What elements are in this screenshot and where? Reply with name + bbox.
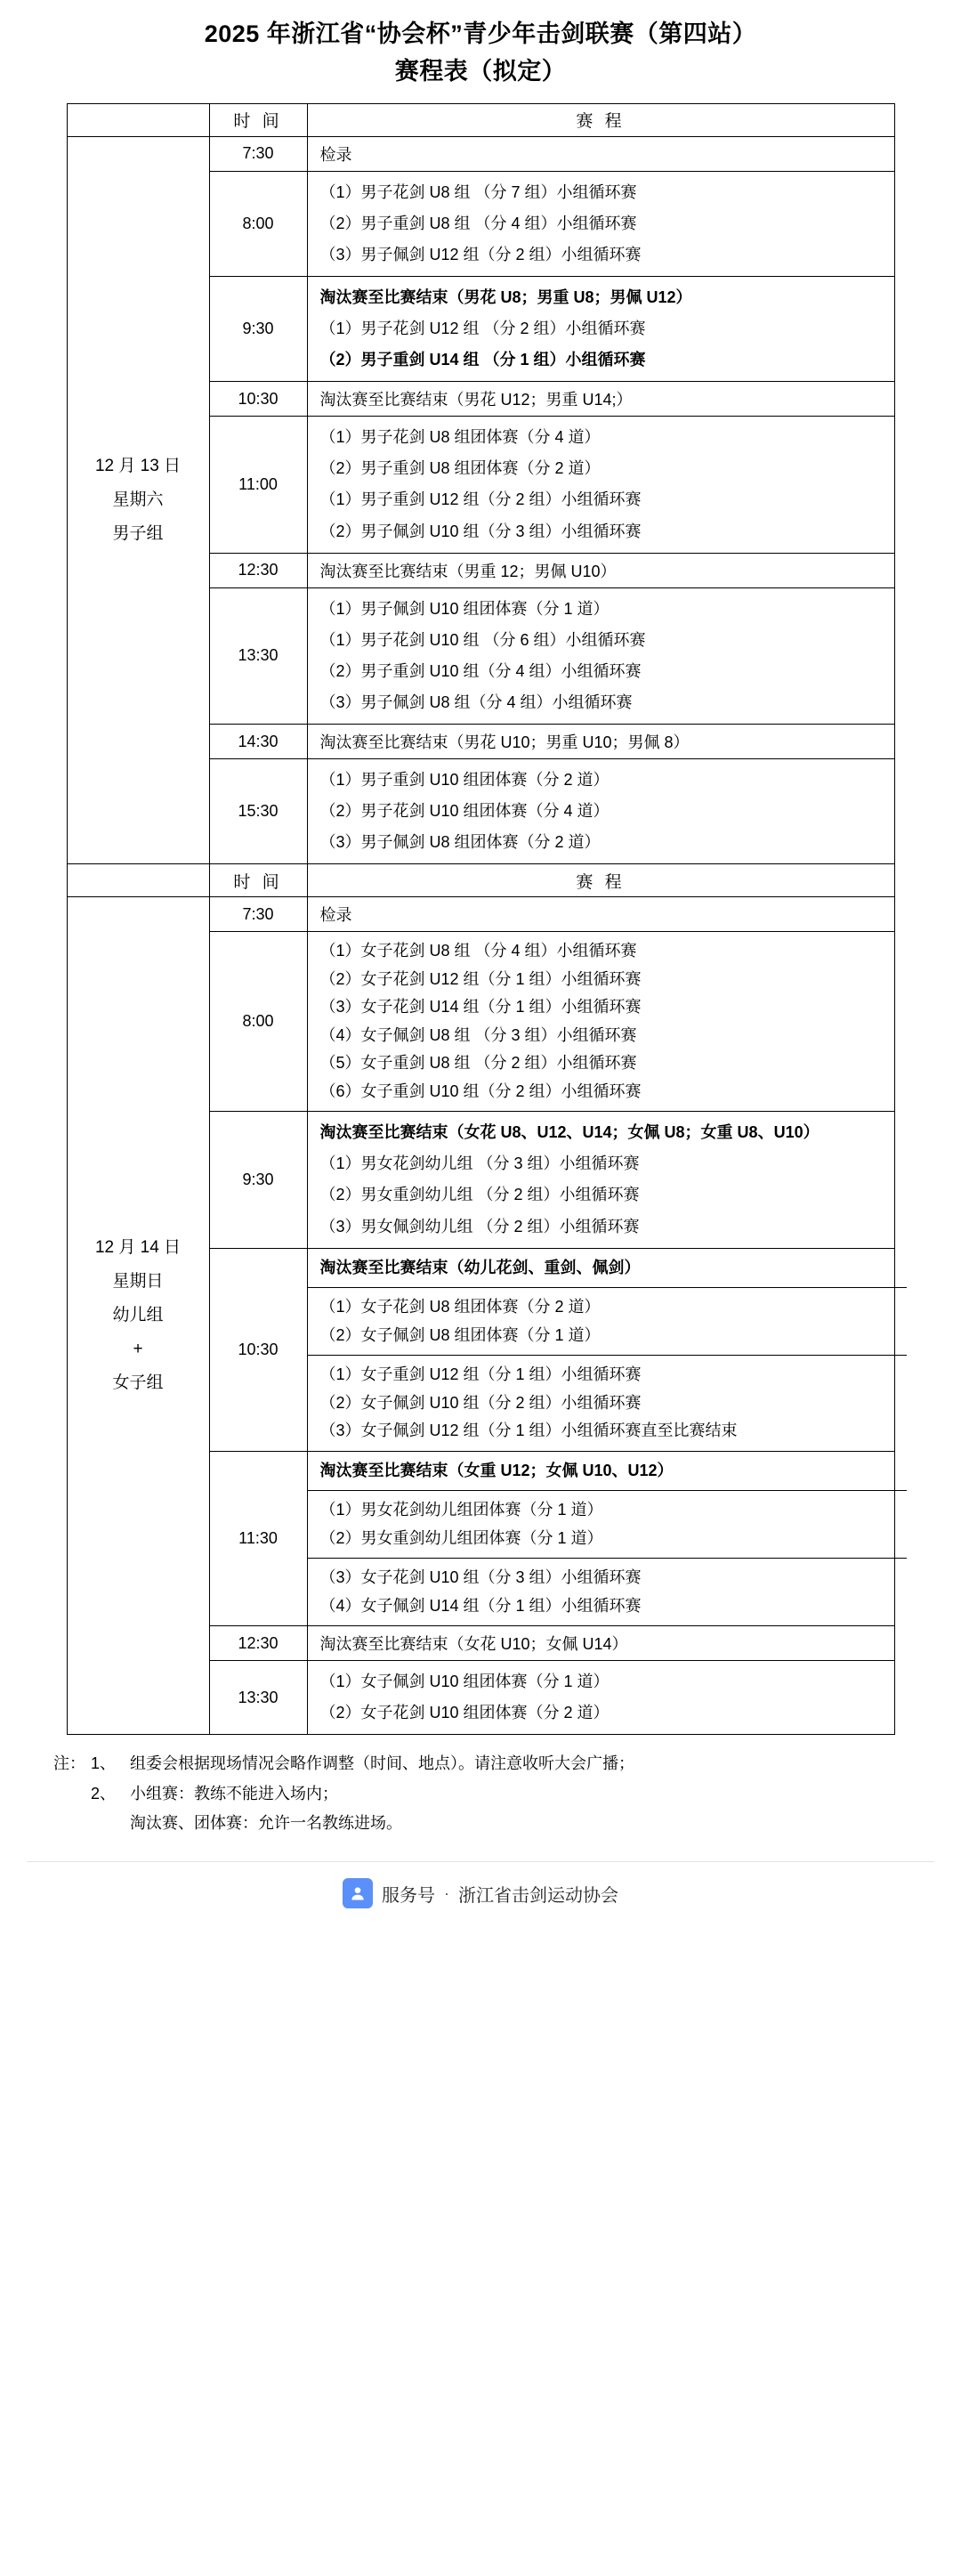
- day-label-cell: [67, 136, 209, 864]
- program-item: （1）男子花剑 U12 组 （分 2 组）小组循环赛: [319, 320, 646, 338]
- title-line-1: 2025 年浙江省“协会杯”青少年击剑联赛（第四站）: [204, 20, 757, 47]
- program-item: （3）男子佩剑 U8 组（分 4 组）小组循环赛: [319, 693, 633, 711]
- program-item: （1）女子花剑 U8 组团体赛（分 2 道）: [319, 1298, 601, 1316]
- time-cell: 10:30: [209, 1248, 307, 1451]
- time-cell: 11:00: [209, 417, 307, 553]
- footer-org-name[interactable]: 浙江省击剑运动协会: [458, 1885, 618, 1906]
- notes-label: 注：: [53, 1754, 85, 1773]
- account-avatar-icon: [343, 1878, 373, 1908]
- program-item: （1）男子佩剑 U10 组团体赛（分 1 道）: [319, 599, 610, 618]
- note-number: 2、: [91, 1784, 117, 1802]
- header-time-cell: 时 间: [209, 103, 307, 136]
- program-item: （4）女子佩剑 U8 组 （分 3 组）小组循环赛: [319, 1025, 637, 1044]
- program-item: （4）女子佩剑 U14 组（分 1 组）小组循环赛: [319, 1596, 642, 1615]
- schedule-table: [67, 103, 895, 1736]
- program-cell: 淘汰赛至比赛结束（男重 12；男佩 U10）: [307, 553, 894, 587]
- program-cell: [307, 417, 894, 553]
- day-label-line: 男子组: [112, 523, 164, 543]
- header-day-cell: [67, 864, 209, 897]
- program-cell: [307, 587, 894, 724]
- time-cell: 14:30: [209, 725, 307, 759]
- time-cell: 9:30: [209, 1112, 307, 1248]
- program-cell: [307, 171, 894, 276]
- program-cell: [307, 1451, 894, 1626]
- time-cell: 13:30: [209, 587, 307, 724]
- program-item: （3）男子佩剑 U8 组团体赛（分 2 道）: [319, 833, 601, 852]
- program-item: （3）男女佩剑幼儿组 （分 2 组）小组循环赛: [319, 1217, 640, 1235]
- program-item: （2）男子佩剑 U10 组（分 3 组）小组循环赛: [319, 522, 642, 540]
- program-item: （2）男女重剑幼儿组团体赛（分 1 道）: [319, 1528, 603, 1547]
- time-cell: 7:30: [209, 136, 307, 171]
- notes-label-spacer: [53, 1779, 91, 1809]
- time-cell: 7:30: [209, 897, 307, 932]
- program-item: （1）男子花剑 U8 组团体赛（分 4 道）: [319, 428, 601, 447]
- footer-separator: ·: [444, 1883, 449, 1902]
- program-divider: [308, 1490, 907, 1491]
- program-item: （2）女子花剑 U12 组（分 1 组）小组循环赛: [319, 969, 642, 988]
- program-cell: [307, 932, 894, 1112]
- program-cell: 检录: [307, 897, 894, 932]
- time-cell: 9:30: [209, 276, 307, 381]
- program-item: （2）男女重剑幼儿组 （分 2 组）小组循环赛: [319, 1186, 640, 1204]
- time-cell: 8:00: [209, 932, 307, 1112]
- time-cell: 8:00: [209, 171, 307, 276]
- program-item: （1）女子佩剑 U10 组团体赛（分 1 道）: [319, 1673, 610, 1691]
- program-item: （3）女子花剑 U14 组（分 1 组）小组循环赛: [319, 998, 642, 1017]
- time-cell: 12:30: [209, 553, 307, 587]
- program-item: 淘汰赛至比赛结束（女重 U12；女佩 U10、U12）: [319, 1461, 674, 1479]
- footer-service-label: 服务号: [382, 1885, 435, 1906]
- program-cell: 淘汰赛至比赛结束（男花 U12；男重 U14;）: [307, 382, 894, 417]
- footer-bar: [27, 1861, 934, 1917]
- day-label-line: 12 月 14 日: [94, 1238, 182, 1258]
- program-cell: [307, 1661, 894, 1735]
- program-item: （2）男子重剑 U10 组（分 4 组）小组循环赛: [319, 661, 642, 680]
- program-item: （1）男女花剑幼儿组 （分 3 组）小组循环赛: [319, 1154, 640, 1173]
- program-item: （3）男子佩剑 U12 组（分 2 组）小组循环赛: [319, 245, 642, 263]
- program-item: （6）女子重剑 U10 组（分 2 组）小组循环赛: [319, 1081, 642, 1100]
- program-cell: [307, 1248, 894, 1451]
- note-row: [53, 1779, 908, 1809]
- program-cell: [307, 759, 894, 864]
- time-cell: 10:30: [209, 382, 307, 417]
- program-item: （1）男子花剑 U10 组 （分 6 组）小组循环赛: [319, 630, 646, 649]
- program-item: （2）男子重剑 U8 组 （分 4 组）小组循环赛: [319, 214, 637, 232]
- header-program-cell: 赛 程: [307, 103, 894, 136]
- note-text: 组委会根据现场情况会略作调整（时间、地点）。请注意收听大会广播；: [130, 1754, 634, 1773]
- program-cell: 检录: [307, 136, 894, 171]
- day-label-line: 星期日: [112, 1272, 164, 1292]
- program-item: （1）女子重剑 U12 组（分 1 组）小组循环赛: [319, 1365, 642, 1384]
- note-number: 1、: [91, 1754, 117, 1773]
- program-cell: [307, 1112, 894, 1248]
- note-text: 小组赛：教练不能进入场内；: [130, 1784, 338, 1802]
- title-line-2: 赛程表（拟定）: [394, 57, 567, 85]
- program-item: （3）女子佩剑 U12 组（分 1 组）小组循环赛直至比赛结束: [319, 1422, 738, 1440]
- header-day-cell: [67, 103, 209, 136]
- time-cell: 13:30: [209, 1661, 307, 1735]
- program-item: （5）女子重剑 U8 组 （分 2 组）小组循环赛: [319, 1054, 637, 1073]
- program-item: （1）男女花剑幼儿组团体赛（分 1 道）: [319, 1501, 603, 1519]
- program-cell: 淘汰赛至比赛结束（男花 U10；男重 U10；男佩 8）: [307, 725, 894, 759]
- notes-section: [53, 1749, 908, 1838]
- table-header-row: [67, 864, 894, 897]
- program-divider: [308, 1355, 907, 1356]
- table-row: [67, 897, 894, 932]
- day-label-line: 幼儿组: [112, 1306, 164, 1325]
- program-item: （2）女子佩剑 U10 组（分 2 组）小组循环赛: [319, 1393, 642, 1412]
- program-item: 淘汰赛至比赛结束（幼儿花剑、重剑、佩剑）: [319, 1258, 641, 1276]
- table-row: [67, 136, 894, 171]
- program-item: （2）男子重剑 U8 组团体赛（分 2 道）: [319, 459, 601, 478]
- header-program-cell: 赛 程: [307, 864, 894, 897]
- program-divider: [308, 1287, 907, 1288]
- time-cell: 15:30: [209, 759, 307, 864]
- note-extra-line: 淘汰赛、团体赛：允许一名教练进场。: [130, 1813, 402, 1832]
- program-cell: [307, 276, 894, 381]
- day-label-line: 女子组: [112, 1373, 164, 1393]
- header-time-cell: 时 间: [209, 864, 307, 897]
- program-item: 淘汰赛至比赛结束（男花 U8；男重 U8；男佩 U12）: [319, 288, 692, 306]
- day-label-line: +: [133, 1340, 143, 1359]
- program-item: 淘汰赛至比赛结束（女花 U8、U12、U14；女佩 U8；女重 U8、U10）: [319, 1123, 820, 1142]
- note-row: [53, 1749, 908, 1778]
- program-item: （2）男子花剑 U10 组团体赛（分 4 道）: [319, 802, 610, 821]
- program-item: （1）男子花剑 U8 组 （分 7 组）小组循环赛: [319, 182, 637, 201]
- table-header-row: [67, 103, 894, 136]
- time-cell: 11:30: [209, 1451, 307, 1626]
- program-item: （1）男子重剑 U12 组（分 2 组）小组循环赛: [319, 490, 642, 509]
- day-label-cell: [67, 897, 209, 1735]
- day-label-line: 12 月 13 日: [94, 456, 182, 475]
- time-cell: 12:30: [209, 1626, 307, 1661]
- program-item: （2）女子佩剑 U8 组团体赛（分 1 道）: [319, 1325, 601, 1344]
- program-item: （2）女子花剑 U10 组团体赛（分 2 道）: [319, 1704, 610, 1722]
- program-item: （3）女子花剑 U10 组（分 3 组）小组循环赛: [319, 1568, 642, 1587]
- day-label-line: 星期六: [112, 490, 164, 509]
- page-title: [27, 16, 934, 91]
- program-item: （1）女子花剑 U8 组 （分 4 组）小组循环赛: [319, 942, 637, 960]
- program-item: （2）男子重剑 U14 组 （分 1 组）小组循环赛: [319, 351, 646, 369]
- program-item: （1）男子重剑 U10 组团体赛（分 2 道）: [319, 771, 610, 789]
- program-cell: 淘汰赛至比赛结束（女花 U10；女佩 U14）: [307, 1626, 894, 1661]
- program-divider: [308, 1558, 907, 1559]
